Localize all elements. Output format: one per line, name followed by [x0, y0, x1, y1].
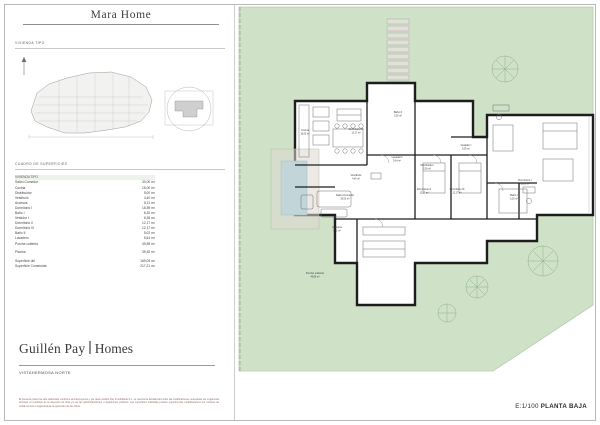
- room-label: Baño II: [393, 111, 403, 114]
- pool-area-cell: 35,52 m²: [141, 250, 155, 255]
- room-label: Salón-Comedor: [335, 194, 355, 197]
- label-vivienda-tipo: VIVIENDA TIPO: [15, 41, 45, 45]
- plot-outline: [31, 72, 152, 133]
- logo-divider: [89, 341, 90, 354]
- room-area-cell: 49,89 m²: [141, 241, 155, 246]
- north-arrow-icon: [22, 57, 27, 75]
- total-name-cell: Superficie útil: [15, 259, 35, 264]
- room-area: 8,11 m²: [333, 230, 341, 233]
- plot-dimension-lines: [29, 135, 153, 139]
- divider-vivienda-tipo: [15, 48, 225, 49]
- room-name-cell: Lavadero: [15, 236, 29, 241]
- room-area: 5,00 m²: [423, 168, 431, 171]
- room-area: 12,17 m²: [351, 132, 361, 135]
- table-total-row: [15, 264, 155, 269]
- left-info-panel: [5, 5, 233, 420]
- room-label: Baño I: [510, 194, 518, 197]
- room-area: 49,89 m²: [310, 276, 320, 279]
- logo-word-homes: Homes: [94, 341, 133, 356]
- room-label: Dormitorio II: [416, 188, 432, 191]
- room-area-cell: 6,30 m²: [143, 211, 155, 215]
- room-area-cell: 30,00 m²: [141, 180, 155, 185]
- plot-inset-house: [175, 101, 203, 117]
- title-divider: [23, 24, 219, 25]
- room-name-cell: Vestidor I: [15, 216, 29, 221]
- room-area: 5,64 m²: [393, 160, 401, 163]
- room-label: Accesos: [332, 226, 342, 229]
- room-area-cell: 5,64 m²: [143, 236, 155, 241]
- room-label: Cocina: [300, 129, 310, 132]
- surface-table-grid: [15, 175, 155, 269]
- room-label: Dormitorio III: [449, 188, 465, 191]
- room-area: 4,40 m²: [352, 178, 360, 181]
- room-name-cell: Distribuidor: [15, 190, 32, 195]
- table-header-label: VIVIENDA TIPO: [15, 175, 155, 180]
- room-area: 16,00 m²: [300, 133, 310, 136]
- room-name-cell: Dormitorio II: [15, 221, 33, 226]
- room-name-cell: Baño I: [15, 211, 25, 215]
- logo-word-guillen-pay: Guillén Pay: [19, 341, 86, 356]
- room-label: Dormitorio I: [518, 179, 532, 182]
- page-title: Mara Home: [90, 9, 152, 21]
- room-name-cell: Vestíbulo: [15, 195, 29, 200]
- room-area-cell: 12,17 m²: [141, 226, 155, 231]
- room-label: Dormitorio III: [348, 128, 364, 131]
- panel-divider: [234, 5, 235, 420]
- total-area-cell: 217,21 m²: [140, 264, 155, 269]
- room-area-cell: 12,17 m²: [141, 221, 155, 226]
- room-name-cell: Salón-Comedor: [15, 180, 39, 185]
- scale-text: E:1/100: [515, 403, 539, 410]
- development-name: VISTAHERMOSA NORTE: [19, 370, 71, 375]
- plan-name: PLANTA BAJA: [540, 403, 587, 410]
- company-logo: [19, 340, 133, 358]
- room-area-cell: 6,35 m²: [143, 216, 155, 221]
- pool-name-cell: Piscina: [15, 250, 26, 255]
- room-area: 30,00 m²: [340, 198, 350, 201]
- room-label: Distribuidor: [420, 164, 434, 167]
- floor-plan-drawing: [237, 5, 595, 420]
- room-area: 6,30 m²: [510, 198, 518, 201]
- room-name-cell: Dormitorio I: [15, 205, 33, 210]
- label-cuadro-superficies: CUADRO DE SUPERFICIES: [15, 162, 68, 166]
- title-block: [23, 9, 219, 25]
- room-name-cell: Porche cubierto: [15, 241, 39, 246]
- total-area-cell: 169,05 m²: [140, 259, 155, 264]
- logo-underline: [19, 365, 215, 366]
- room-label: Vestíbulo: [350, 174, 362, 177]
- room-area: 5,02 m²: [394, 115, 402, 118]
- surface-table: [15, 173, 155, 269]
- room-label: Vestidor I: [460, 144, 472, 147]
- legal-disclaimer: El presente plano ha sido elaborado conforme al Anteproyecto y por tanto Guillén Pay Inmobiliaria S.L. se reserva la facultad de incluir las modificaciones necesarias por exigencias técnicas y/o jurídicas de la dirección de obra y/o de las administraciones u organismos públicos. Las superficies indicadas pueden experimentar modificaciones por razones de índole técnica o legal durante la ejecución de las obras.: [19, 397, 219, 408]
- room-label: Porche cubierto: [305, 272, 325, 275]
- pool-deck: [271, 149, 319, 229]
- room-area: 12,17 m²: [452, 192, 462, 195]
- scale-and-plan-name: [515, 403, 587, 410]
- room-area-cell: 16,89 m²: [141, 205, 155, 210]
- room-label: Lavadero: [391, 156, 403, 159]
- room-area-cell: 5,00 m²: [143, 190, 155, 195]
- room-area: 12,17 m²: [419, 192, 429, 195]
- room-name-cell: Baño II: [15, 231, 26, 236]
- room-area-cell: 16,00 m²: [141, 185, 155, 190]
- room-name-cell: Cocina: [15, 185, 26, 190]
- divider-cuadro-superficies: [15, 169, 225, 170]
- room-area-cell: 5,02 m²: [143, 231, 155, 236]
- room-area: 16,89 m²: [520, 183, 530, 186]
- total-name-cell: Superficie Construida: [15, 264, 47, 269]
- room-area: 6,35 m²: [462, 148, 470, 151]
- room-name-cell: Accesos: [15, 200, 28, 205]
- room-area-cell: 8,11 m²: [144, 200, 155, 205]
- room-area-cell: 4,40 m²: [143, 195, 155, 200]
- site-key-plan: [15, 51, 225, 151]
- room-name-cell: Dormitorio III: [15, 226, 34, 231]
